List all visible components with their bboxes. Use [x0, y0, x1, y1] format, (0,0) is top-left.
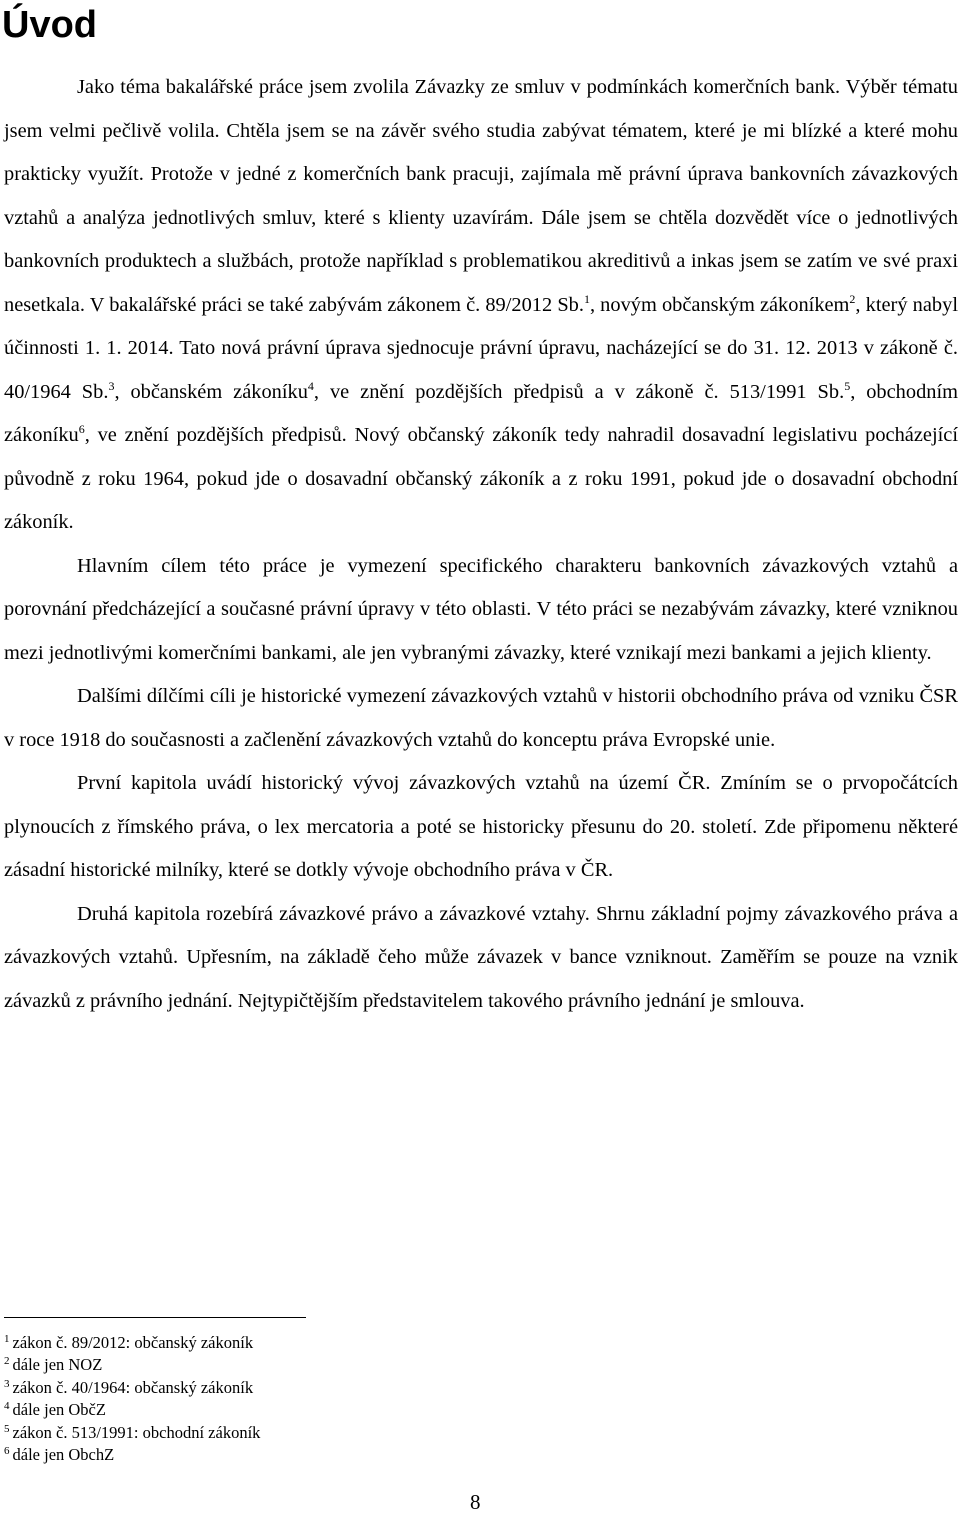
- paragraph-text: , ve znění pozdějších předpisů a v zákoně č. 513/1991 Sb.: [313, 380, 845, 403]
- footnote-number: 1: [4, 1333, 10, 1345]
- footnote-number: 5: [4, 1422, 10, 1435]
- paragraph-text: , ve znění pozdějších předpisů. Nový občanský zákoník tedy nahradil dosavadní legislativu pocházející původně z roku 1964, pokud jde o dosavadní občanský zákoník a z roku 1991, pokud jde o dosavadní obchodní zákoník.: [4, 424, 958, 533]
- footnote-ref[interactable]: 5: [844, 378, 851, 393]
- paragraph-text: , občanském zákoníku: [114, 380, 308, 403]
- footnote-item: [4, 1399, 604, 1421]
- footnote-text: dále jen NOZ: [12, 1355, 103, 1375]
- footnote-ref[interactable]: 2: [849, 291, 856, 306]
- footnote-text: dále jen ObchZ: [12, 1445, 115, 1465]
- page-title: Úvod: [2, 4, 97, 46]
- footnote-number: 4: [4, 1400, 10, 1413]
- paragraph-chapter-one: První kapitola uvádí historický vývoj závazkových vztahů na území ČR. Zmíním se o prvopočátcích plynoucích z římského práva, o lex mercatoria a poté se historicky přesunu do 20. století. Zde připomenu některé zásadní historické milníky, které se dotkly vývoje obchodního práva v ČR.: [4, 772, 958, 881]
- footnote-ref[interactable]: 3: [108, 378, 115, 393]
- footnote-text: zákon č. 89/2012: občanský zákoník: [12, 1333, 254, 1352]
- footnote-ref[interactable]: 6: [78, 422, 85, 436]
- paragraph-partial-goals: Dalšími dílčími cíli je historické vymezení závazkových vztahů v historii obchodního práva od vzniku ČSR v roce 1918 do současnosti a začlenění závazkových vztahů do konceptu práva Evropské unie.: [4, 685, 958, 751]
- footnote-ref[interactable]: 1: [583, 291, 590, 306]
- paragraph-text: Jako téma bakalářské práce jsem zvolila Závazky ze smluv v podmínkách komerčních bank. Výběr tématu jsem velmi pečlivě volila. Chtěla jsem se na závěr svého studia zabývat tématem, které je mi blízké a které mohu prakticky využít. Protože v jedné z komerčních bank pracuji, zajímala mě právní úprava bankovních závazkových vztahů a analýza jednotlivých smluv, které s klienty uzavírám. Dále jsem se chtěla dozvědět více o jednotlivých bankovních produktech a službách, protože například s problematikou akreditivů a inkas jsem se zatím ve své praxi nesetkala. V bakalářské práci se také zabývám zákonem č. 89/2012 Sb.: [4, 76, 958, 316]
- footnote-text: dále jen ObčZ: [12, 1400, 106, 1420]
- page-number: 8: [470, 1490, 481, 1514]
- footnote-text: zákon č. 513/1991: obchodní zákoník: [12, 1422, 261, 1442]
- footnote-number: 6: [4, 1445, 10, 1458]
- footnote-number: 2: [4, 1355, 10, 1368]
- footnote-text: zákon č. 40/1964: občanský zákoník: [12, 1377, 254, 1397]
- footnote-item: [4, 1354, 604, 1376]
- paragraph-text: , který nabyl účinnosti 1. 1. 2014. Tato nová právní úprava sjednocuje právní úpravu, nacházející se do 31. 12. 2013 v zákoně č. 40/1964 Sb.: [4, 293, 958, 403]
- paragraph-text: , obchodním zákoníku: [4, 380, 958, 446]
- footnote-number: 3: [4, 1377, 10, 1390]
- paragraph-main-goal: Hlavním cílem této práce je vymezení specifického charakteru bankovních závazkových vztahů a porovnání předcházející a současné právní úpravy v této oblasti. V této práci se nezabývám závazky, které vzniknou mezi jednotlivými komerčními bankami, ale jen vybranými závazky, které vznikají mezi bankami a jejich klienty.: [4, 554, 958, 664]
- body-text: [4, 66, 958, 1023]
- paragraph-text: , novým občanským zákoníkem: [589, 293, 850, 316]
- footnotes: [4, 1332, 604, 1466]
- paragraph-intro: [4, 66, 958, 545]
- footnote-separator: [4, 1317, 306, 1318]
- footnote-item: [4, 1332, 604, 1354]
- footnote-item: [4, 1422, 604, 1444]
- footnote-item: [4, 1377, 604, 1399]
- footnote-item: [4, 1444, 604, 1466]
- footnote-ref[interactable]: 4: [307, 378, 314, 393]
- paragraph-chapter-two: Druhá kapitola rozebírá závazkové právo a závazkové vztahy. Shrnu základní pojmy závazkového práva a závazkových vztahů. Upřesním, na základě čeho může závazek v bance vzniknout. Zaměřím se pouze na vznik závazků z právního jednání. Nejtypičtějším představitelem takového právního jednání je smlouva.: [4, 902, 958, 1012]
